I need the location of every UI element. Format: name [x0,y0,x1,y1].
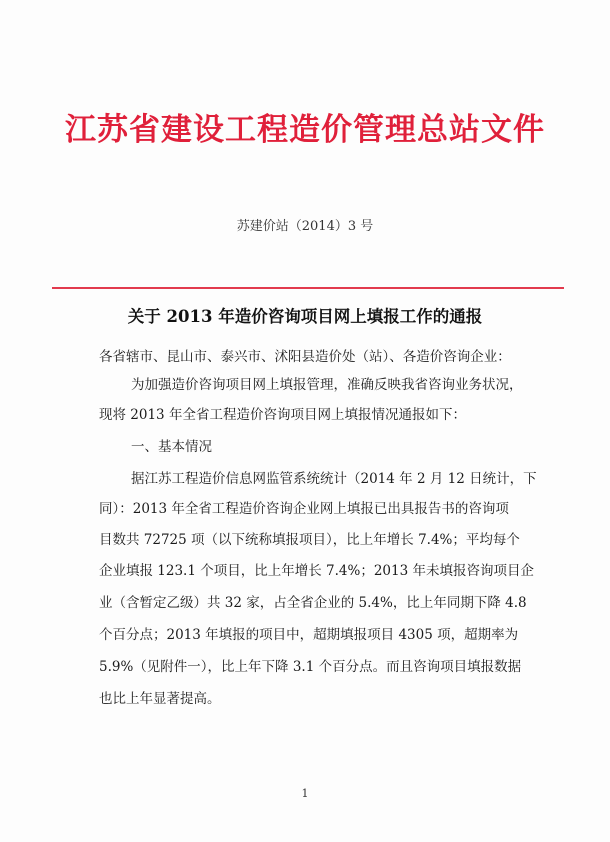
issuer-header-title: 江苏省建设工程造价管理总站文件 [65,112,545,148]
paragraph-1-line-1: 为加强造价咨询项目网上填报管理，准确反映我省咨询业务状况， [131,377,523,393]
paragraph-2-line-6: 个百分点；2013 年填报的项目中，超期填报项目 4305 项，超期率为 [99,627,519,643]
section-1-heading: 一、基本情况 [131,439,212,455]
paragraph-2-line-1: 据江苏工程造价信息网监管系统统计（2014 年 2 月 12 日统计，下 [131,471,537,487]
page-number: 1 [301,787,309,800]
paragraph-2-line-5: 业（含暂定乙级）共 32 家，占全省企业的 5.4%，比上年同期下降 4.8 [99,595,527,611]
paragraph-2-line-8: 也比上年显著提高。 [99,691,221,707]
paragraph-2-line-3: 目数共 72725 项（以下统称填报项目），比上年增长 7.4%；平均每个 [99,532,520,548]
red-divider-rule [52,287,564,289]
notice-title: 关于 2013 年造价咨询项目网上填报工作的通报 [127,307,483,326]
paragraph-2-line-4: 企业填报 123.1 个项目，比上年增长 7.4%；2013 年未填报咨询项目企 [99,563,534,579]
paragraph-1-line-2: 现将 2013 年全省工程造价咨询项目网上填报情况通报如下： [99,407,466,423]
paragraph-2-line-2: 同）：2013 年全省工程造价咨询企业网上填报已出具报告书的咨询项 [99,501,509,517]
document-number: 苏建价站（2014）3 号 [236,219,374,234]
paragraph-2-line-7: 5.9%（见附件一），比上年下降 3.1 个百分点。而且咨询项目填报数据 [99,659,522,675]
salutation-line: 各省辖市、昆山市、泰兴市、沭阳县造价处（站）、各造价咨询企业： [99,349,511,365]
